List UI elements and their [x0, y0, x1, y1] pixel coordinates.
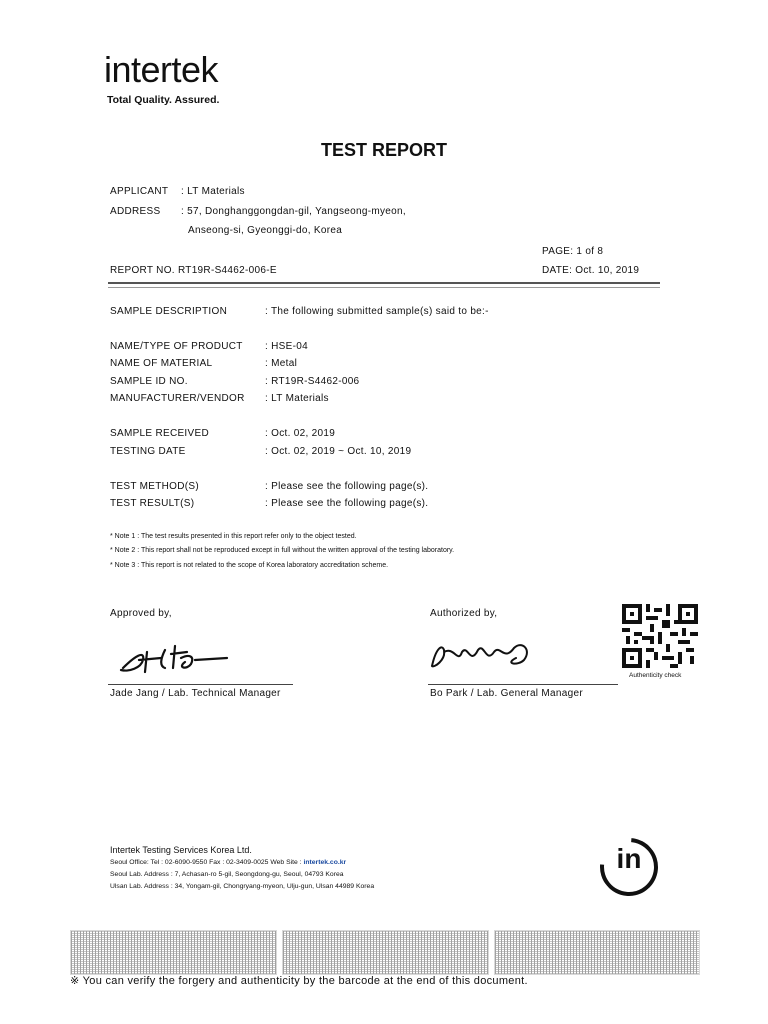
logo-tagline: Total Quality. Assured. — [107, 94, 220, 106]
verification-barcode-3 — [494, 930, 700, 975]
note-3: * Note 3 : This report is not related to the scope of Korea laboratory accreditation scheme. — [110, 562, 389, 569]
page-number: PAGE: 1 of 8 — [542, 246, 604, 257]
applicant-value: : LT Materials — [181, 186, 245, 197]
material-label: NAME OF MATERIAL — [110, 358, 213, 369]
method-value: : Please see the following page(s). — [265, 481, 429, 492]
testing-date-value: : Oct. 02, 2019 ~ Oct. 10, 2019 — [265, 446, 412, 457]
footer-seoul-lab: Seoul Lab. Address : 7, Achasan-ro 5-gil, Seongdong-gu, Seoul, 04793 Korea — [110, 871, 344, 878]
note-1: * Note 1 : The test results presented in this report refer only to the object tested. — [110, 533, 357, 540]
address-label: ADDRESS — [110, 206, 161, 217]
received-value: : Oct. 02, 2019 — [265, 428, 336, 439]
manufacturer-value: : LT Materials — [265, 393, 329, 404]
result-label: TEST RESULT(S) — [110, 498, 195, 509]
applicant-label: APPLICANT — [110, 186, 169, 197]
material-value: : Metal — [265, 358, 298, 369]
qr-code[interactable] — [622, 604, 698, 668]
sample-id-label: SAMPLE ID NO. — [110, 376, 188, 387]
address-line1: : 57, Donghanggongdan-gil, Yangseong-myeon, — [181, 206, 406, 217]
product-label: NAME/TYPE OF PRODUCT — [110, 341, 243, 352]
approver-signature — [115, 638, 240, 678]
footer-company: Intertek Testing Services Korea Ltd. — [110, 845, 252, 855]
page-title: TEST REPORT — [320, 140, 447, 160]
authorizer-name: Bo Park / Lab. General Manager — [430, 688, 583, 699]
received-label: SAMPLE RECEIVED — [110, 428, 209, 439]
product-value: : HSE-04 — [265, 341, 308, 352]
authorizer-signature-line — [428, 684, 618, 685]
testing-date-label: TESTING DATE — [110, 446, 186, 457]
result-value: : Please see the following page(s). — [265, 498, 429, 509]
verification-barcode-1 — [70, 930, 277, 975]
authenticity-check-label: Authenticity check — [629, 672, 682, 679]
manufacturer-label: MANUFACTURER/VENDOR — [110, 393, 245, 404]
footer-website-link[interactable]: intertek.co.kr — [303, 859, 347, 866]
method-label: TEST METHOD(S) — [110, 481, 200, 492]
header-divider — [108, 282, 660, 284]
verification-notice: ※ You can verify the forgery and authenticity by the barcode at the end of this document. — [70, 975, 528, 987]
report-number: REPORT NO. RT19R-S4462-006-E — [110, 265, 277, 276]
approver-name: Jade Jang / Lab. Technical Manager — [110, 688, 281, 699]
address-line2: Anseong-si, Gyeonggi-do, Korea — [188, 225, 343, 236]
header-divider-thin — [108, 287, 660, 288]
sample-id-value: : RT19R-S4462-006 — [265, 376, 360, 387]
verification-barcode-2 — [282, 930, 489, 975]
intertek-emblem-text: in — [616, 843, 642, 874]
footer-ulsan-lab: Ulsan Lab. Address : 34, Yongam-gil, Chongryang-myeon, Ulju-gun, Ulsan 44989 Korea — [110, 883, 375, 890]
sample-description-value: : The following submitted sample(s) said to be:- — [265, 306, 489, 317]
note-2: * Note 2 : This report shall not be reproduced except in full without the written approval of the testing laboratory. — [110, 547, 455, 554]
approver-signature-line — [108, 684, 293, 685]
footer-office-text: Seoul Office: Tel : 02-6090-9550 Fax : 02-3409-0025 Web Site : — [110, 859, 304, 866]
authorizer-signature — [428, 638, 538, 674]
intertek-logo: intertek — [104, 49, 219, 90]
authorized-by-label: Authorized by, — [430, 608, 498, 619]
approved-by-label: Approved by, — [110, 608, 172, 619]
sample-description-label: SAMPLE DESCRIPTION — [110, 306, 228, 317]
report-date: DATE: Oct. 10, 2019 — [542, 265, 640, 276]
footer-office — [110, 859, 346, 866]
